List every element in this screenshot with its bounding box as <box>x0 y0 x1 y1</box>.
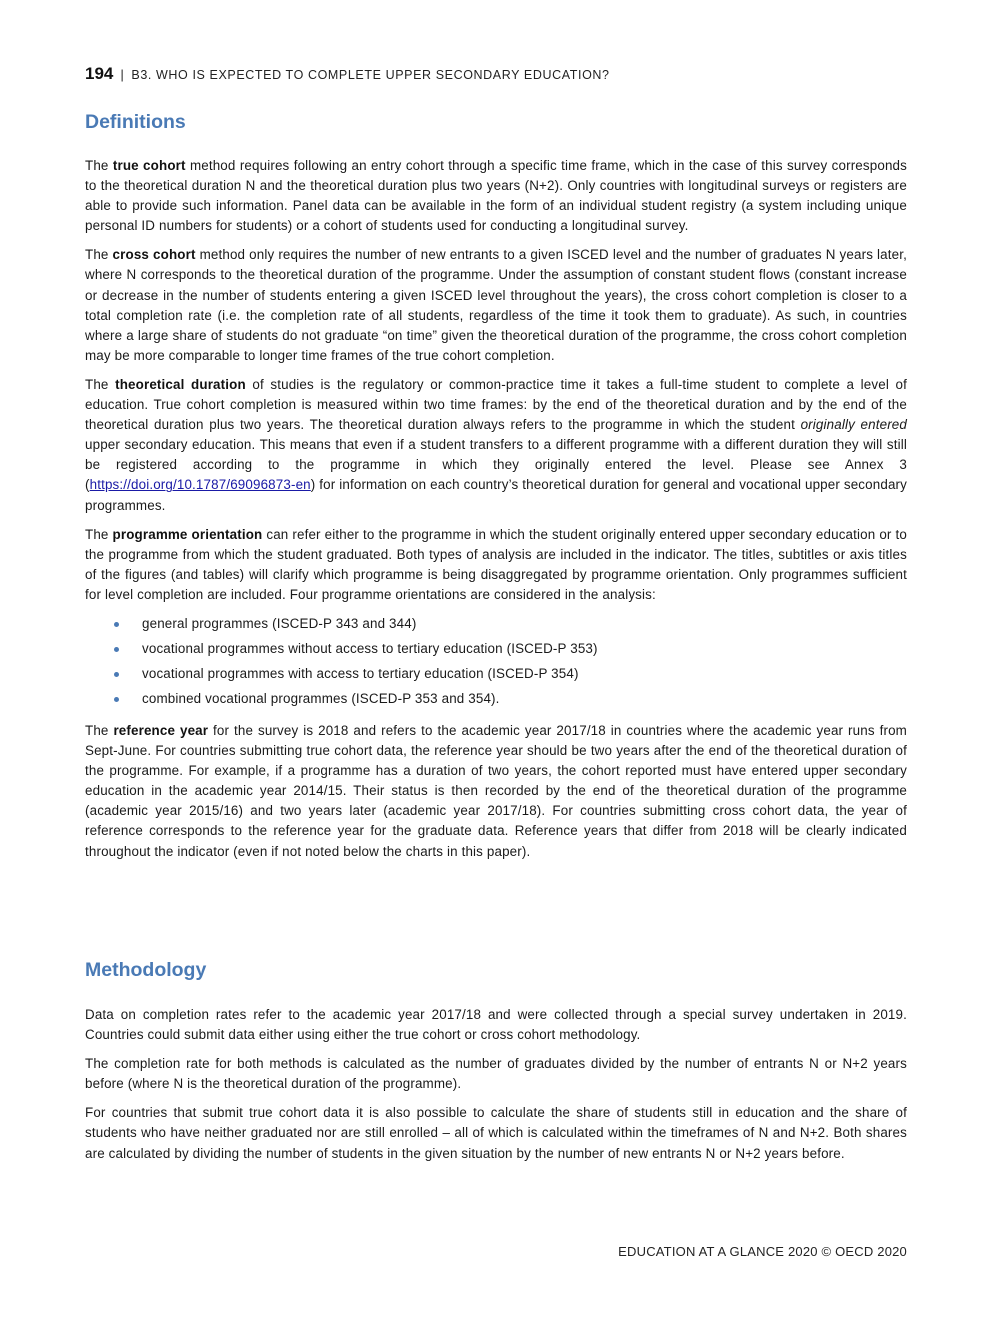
bullet-dot-icon <box>114 697 119 702</box>
bullet-dot-icon <box>114 622 119 627</box>
definitions-heading: Definitions <box>85 111 186 133</box>
reference-year-paragraph: The reference year for the survey is 2018 and refers to the academic year 2017/18 in countries where the academic year runs from Sept-June. For countries submitting true cohort data, the reference year should be two years after the end of the theoretical duration of the programme. For example, if a programme has a duration of two years, the cohort reported must have entered upper secondary education in the academic year 2014/15. Their status is then recorded by the end of the theoretical duration of the programme (academic year 2015/16) and two years later (academic year 2017/18). For countries submitting cross cohort data, the year of reference corresponds to the reference year for the graduate data. Reference years that differ from 2018 will be clearly indicated throughout the indicator (even if not noted below the charts in this paper). <box>85 722 907 859</box>
theoretical-duration-paragraph: The theoretical duration of studies is the regulatory or common-practice time it takes a full-time student to complete a level of education. True cohort completion is measured within two time frames: by the end of the theoretical duration and by the end of the theoretical duration plus two years. The theoretical duration always refers to the programme in which the student originally entered upper secondary education. This means that even if a student transfers to a different programme with a different duration they will still be registered according to the programme in which they originally entered the level. Please see Annex 3 (https://doi.org/10.1787/69096873-en) for information on each country’s theoretical duration for general and vocational upper secondary programmes. <box>85 376 907 513</box>
term-programme-orientation: programme orientation <box>112 526 263 542</box>
page-footer: EDUCATION AT A GLANCE 2020 © OECD 2020 <box>618 1244 907 1259</box>
emphasis-originally-entered: originally entered <box>800 417 907 433</box>
list-item: general programmes (ISCED-P 343 and 344) <box>85 614 907 639</box>
term-cross-cohort: cross cohort <box>112 247 196 263</box>
methodology-paragraph-1: Data on completion rates refer to the academic year 2017/18 and were collected through a special survey undertaken in 2019. Countries could submit data either using either the true cohort or cross cohort methodology. <box>85 1007 907 1043</box>
running-header <box>85 64 610 84</box>
methodology-heading: Methodology <box>85 959 207 981</box>
bullet-dot-icon <box>114 672 119 677</box>
bullet-dot-icon <box>114 647 119 652</box>
list-item: vocational programmes without access to tertiary education (ISCED-P 353) <box>85 639 907 664</box>
list-item: combined vocational programmes (ISCED-P 353 and 354). <box>85 689 907 714</box>
chapter-title: B3. WHO IS EXPECTED TO COMPLETE UPPER SECONDARY EDUCATION? <box>131 68 610 82</box>
methodology-paragraph-2: The completion rate for both methods is calculated as the number of graduates divided by the number of entrants N or N+2 years before (where N is the theoretical duration of the programme). <box>85 1056 907 1092</box>
orientation-list <box>85 614 907 714</box>
header-separator: | <box>120 68 125 82</box>
programme-orientation-paragraph: The programme orientation can refer either to the programme in which the student originally entered upper secondary education or to the programme from which the student graduated. Both types of analysis are included in the indicator. The titles, subtitles or axis titles of the figures (and tables) will clarify which programme is being disaggregated by programme orientation. Only programmes sufficient for level completion are included. Four programme orientations are considered in the analysis: <box>85 526 907 602</box>
annex-doi-link[interactable]: https://doi.org/10.1787/69096873-en <box>89 477 311 493</box>
list-item: vocational programmes with access to tertiary education (ISCED-P 354) <box>85 664 907 689</box>
definitions-body <box>85 156 907 871</box>
term-theoretical-duration: theoretical duration <box>115 376 246 392</box>
term-reference-year: reference year <box>113 722 209 738</box>
methodology-paragraph-3: For countries that submit true cohort data it is also possible to calculate the share of students still in education and the share of students who have neither graduated nor are still enrolled – all of which is calculated within the timeframes of N and N+2. Both shares are calculated by dividing the number of students in the given situation by the number of new entrants N or N+2 years before. <box>85 1105 907 1161</box>
cross-cohort-paragraph: The cross cohort method only requires the number of new entrants to a given ISCED level and the number of graduates N years later, where N corresponds to the theoretical duration of the programme. Under the assumption of constant student flows (constant increase or decrease in the number of students entering a given ISCED level throughout the years), the cross cohort completion is closer to a total completion rate (i.e. the completion rate of all students, regardless of the time it took them to graduate). As such, in countries where a large share of students do not graduate “on time” given the theoretical duration of the programme, the cross cohort completion may be more comparable to longer time frames of the true cohort completion. <box>85 247 907 363</box>
page-number: 194 <box>85 64 114 83</box>
methodology-body <box>85 1005 907 1173</box>
true-cohort-paragraph: The true cohort method requires following an entry cohort through a specific time frame, which in the case of this survey corresponds to the theoretical duration N and the theoretical duration plus two years (N+2). Only countries with longitudinal surveys or registers are able to provide such information. Panel data can be available in the form of an individual student registry (a system including unique personal ID numbers for students) or a cohort of students used for conducting a longitudinal survey. <box>85 158 907 234</box>
term-true-cohort: true cohort <box>112 158 186 173</box>
